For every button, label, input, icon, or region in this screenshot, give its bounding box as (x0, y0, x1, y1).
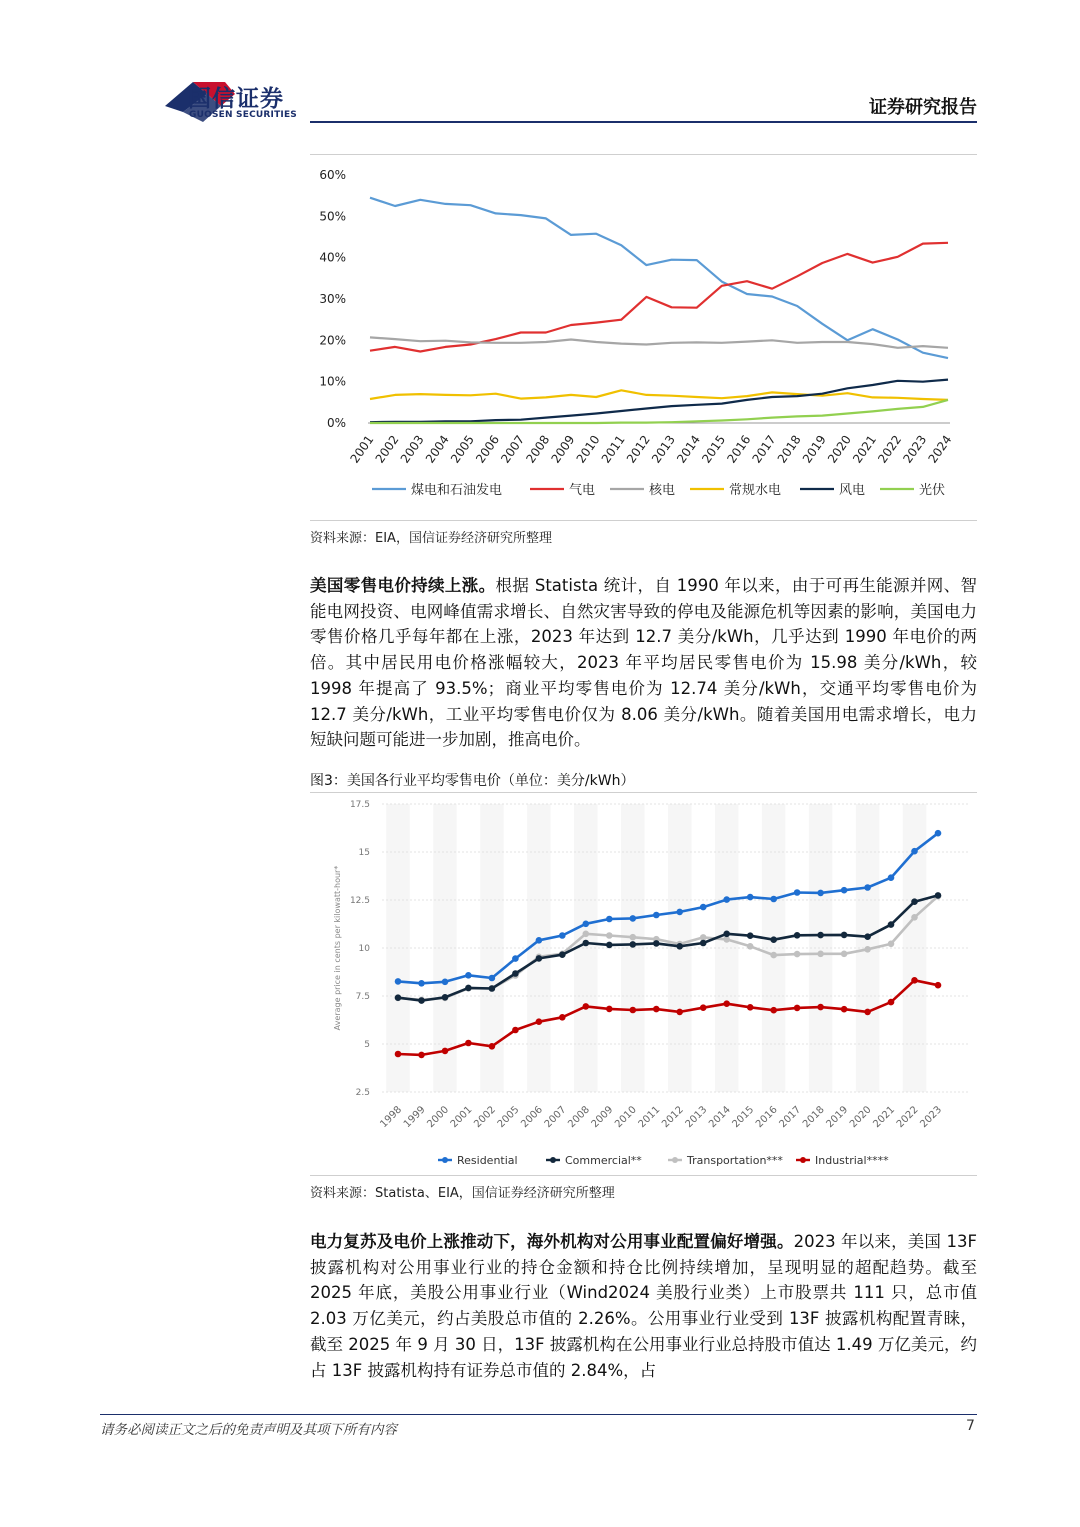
data-point (559, 951, 566, 958)
x-tick-label: 2005 (447, 432, 477, 466)
data-point (700, 940, 707, 947)
x-tick-label: 2014 (674, 432, 704, 466)
data-point (653, 912, 660, 919)
data-point (442, 1048, 449, 1055)
legend-label: 气电 (569, 483, 596, 498)
data-point (489, 985, 496, 992)
data-point (888, 874, 895, 881)
y-tick-label: 10 (358, 944, 370, 954)
x-tick-label: 1999 (401, 1104, 428, 1131)
data-point (395, 978, 402, 985)
x-tick-label: 2015 (730, 1104, 757, 1131)
data-point (583, 921, 590, 928)
footer-divider (100, 1414, 977, 1415)
data-point (606, 932, 613, 939)
x-tick-label: 2022 (875, 432, 905, 466)
data-point (676, 909, 683, 916)
x-tick-label: 2013 (683, 1104, 710, 1131)
x-tick-label: 2001 (347, 432, 377, 466)
series-line (370, 380, 948, 423)
x-tick-label: 2017 (777, 1104, 804, 1131)
data-point (841, 887, 848, 894)
generation-mix-line-chart (310, 160, 977, 515)
legend-marker (672, 1157, 678, 1163)
y-tick-label: 5 (364, 1040, 370, 1050)
data-point (630, 915, 637, 922)
x-tick-label: 2001 (448, 1104, 475, 1131)
x-tick-label: 2002 (472, 1104, 499, 1131)
x-tick-label: 2008 (566, 1104, 592, 1131)
x-tick-label: 2019 (799, 432, 829, 466)
data-point (559, 1014, 566, 1021)
x-tick-label: 2009 (589, 1104, 616, 1131)
data-point (395, 994, 402, 1001)
data-point (489, 975, 496, 982)
data-point (794, 1005, 801, 1012)
data-point (770, 952, 777, 959)
figure3-bottom-rule (310, 1175, 977, 1176)
x-tick-label: 2019 (824, 1104, 851, 1131)
data-point (536, 1018, 543, 1025)
data-point (747, 932, 754, 939)
x-tick-label: 2006 (473, 432, 503, 466)
data-point (512, 1027, 519, 1034)
document-type: 证券研究报告 (869, 97, 977, 118)
data-point (512, 955, 519, 962)
data-point (935, 892, 942, 899)
data-point (418, 1052, 425, 1059)
x-tick-label: 2018 (774, 432, 804, 466)
data-point (935, 830, 942, 837)
x-tick-label: 2010 (573, 432, 603, 466)
company-name-cn: 国信证券 (188, 86, 284, 112)
legend-label: Industrial**** (815, 1154, 889, 1167)
paragraph-utilities-allocation (310, 1229, 977, 1383)
data-point (723, 896, 730, 903)
x-tick-label: 2011 (598, 432, 628, 466)
y-tick-label: 20% (319, 333, 346, 348)
data-point (676, 943, 683, 950)
data-point (700, 1004, 707, 1011)
paragraph-lead: 美国零售电价持续上涨。 (310, 576, 496, 595)
figure2-top-rule (310, 154, 977, 155)
y-tick-label: 50% (319, 209, 346, 224)
data-point (395, 1051, 402, 1058)
header-divider (310, 121, 977, 123)
y-tick-label: 10% (319, 374, 346, 389)
y-tick-label: 40% (319, 250, 346, 265)
x-tick-label: 2009 (548, 432, 578, 466)
data-point (606, 916, 613, 923)
data-point (723, 1000, 730, 1007)
paragraph-body: 2023 年以来，美国 13F 披露机构对公用事业行业的持仓金额和持仓比例持续增加，呈现明显的超配趋势。截至 2025 年底，美股公用事业行业（Wind2024 美股行业类）上市股票共 111 只，总市值 2.03 万亿美元，约占美股总市值的 2.26%。公用事业行业受到 13F 披露机构配置青睐，截至 2025 年 9 月 30 日，13F 披露机构在公用事业行业总持股市值达 1.49 万亿美元，约占 13F 披露机构持有证券总市值的 2.84%，占 (310, 1232, 978, 1380)
x-tick-label: 2005 (495, 1104, 522, 1131)
data-point (888, 941, 895, 948)
x-tick-label: 2012 (623, 432, 653, 466)
data-point (747, 1004, 754, 1011)
figure3-title: 图3：美国各行业平均零售电价（单位：美分/kWh） (310, 773, 635, 789)
data-point (794, 932, 801, 939)
x-tick-label: 2000 (425, 1104, 452, 1131)
x-tick-label: 2017 (749, 432, 779, 466)
background-band (621, 804, 644, 1092)
data-point (442, 994, 449, 1001)
data-point (489, 1043, 496, 1050)
company-name-en: GUOSEN SECURITIES (189, 110, 297, 120)
y-axis-label: Average price in cents per kilowatt-hour* (333, 865, 342, 1031)
y-tick-label: 60% (319, 168, 346, 182)
data-point (770, 936, 777, 943)
series-line (370, 390, 948, 400)
data-point (864, 1009, 871, 1016)
series-line (370, 400, 948, 423)
x-tick-label: 2011 (636, 1104, 663, 1131)
data-point (770, 1007, 777, 1014)
data-point (911, 977, 918, 984)
x-tick-label: 2018 (800, 1104, 827, 1131)
data-point (770, 896, 777, 903)
data-point (794, 951, 801, 958)
data-point (465, 985, 472, 992)
series-line (370, 198, 948, 358)
data-point (465, 1040, 472, 1047)
data-point (864, 884, 871, 891)
x-tick-label: 2008 (523, 432, 553, 466)
y-tick-label: 2.5 (355, 1088, 370, 1098)
data-point (911, 898, 918, 905)
x-tick-label: 2020 (824, 432, 854, 466)
data-point (418, 997, 425, 1004)
x-tick-label: 2023 (918, 1104, 945, 1131)
legend-marker (550, 1157, 556, 1163)
x-tick-label: 2003 (397, 432, 427, 466)
data-point (864, 933, 871, 940)
figure2-bottom-rule (310, 520, 977, 521)
background-band (809, 804, 832, 1092)
x-tick-label: 2013 (649, 432, 679, 466)
data-point (583, 1003, 590, 1010)
paragraph-retail-prices (310, 573, 977, 753)
x-tick-label: 2006 (519, 1104, 545, 1131)
x-tick-label: 2007 (498, 432, 528, 466)
data-point (630, 1007, 637, 1014)
y-tick-label: 30% (319, 292, 346, 306)
x-tick-label: 2007 (542, 1104, 569, 1131)
background-band (762, 804, 785, 1092)
y-tick-label: 15 (358, 848, 370, 858)
figure3-source: 资料来源：Statista、EIA，国信证券经济研究所整理 (310, 1186, 615, 1201)
figure3-top-rule (310, 792, 977, 793)
data-point (911, 914, 918, 921)
data-point (418, 980, 425, 987)
data-point (676, 1009, 683, 1016)
x-tick-label: 2012 (660, 1104, 686, 1131)
y-tick-label: 0% (326, 416, 346, 430)
data-point (747, 943, 754, 950)
data-point (653, 940, 660, 947)
paragraph-body: 根据 Statista 统计，自 1990 年以来，由于可再生能源并网、智能电网投资、电网峰值需求增长、自然灾害导致的停电及能源危机等因素的影响，美国电力零售价格几乎每年都在上涨，2023 年达到 12.7 美分/kWh，几乎达到 1990 年电价的两倍。其中居民用电价格涨幅较大，2023 年平均居民零售电价为 15.98 美分/kWh，较 1998 年提高了 93.5%；商业平均零售电价为 12.74 美分/kWh，交通平均零售电价为 12.7 美分/kWh，工业平均零售电价仅为 8.06 美分/kWh。随着美国用电需求增长，电力短缺问题可能进一步加剧，推高电价。 (310, 576, 978, 750)
legend-marker (800, 1157, 806, 1163)
retail-price-line-chart (310, 795, 977, 1175)
data-point (935, 982, 942, 989)
data-point (794, 889, 801, 896)
legend-label: Commercial** (565, 1154, 642, 1167)
legend-label: 光伏 (919, 483, 946, 498)
legend-label: 常规水电 (729, 483, 782, 498)
page-number: 7 (966, 1418, 975, 1434)
x-tick-label: 2002 (372, 432, 402, 466)
data-point (723, 931, 730, 938)
x-tick-label: 2015 (699, 432, 729, 466)
data-point (817, 890, 824, 897)
legend-label: Transportation*** (687, 1154, 783, 1167)
data-point (630, 934, 637, 941)
data-point (559, 932, 566, 939)
data-point (841, 1006, 848, 1013)
data-point (583, 940, 590, 947)
data-point (583, 931, 590, 938)
legend-label: 煤电和石油发电 (411, 483, 503, 498)
x-tick-label: 2014 (707, 1104, 733, 1131)
data-point (888, 921, 895, 928)
paragraph-lead: 电力复苏及电价上涨推动下，海外机构对公用事业配置偏好增强。 (310, 1232, 794, 1251)
x-tick-label: 2016 (753, 1104, 780, 1131)
x-tick-label: 2020 (847, 1104, 874, 1131)
y-tick-label: 17.5 (349, 800, 370, 810)
data-point (700, 904, 707, 911)
footer-disclaimer: 请务必阅读正文之后的免责声明及其项下所有内容 (100, 1422, 397, 1438)
data-point (442, 979, 449, 986)
x-tick-label: 2016 (724, 432, 754, 466)
data-point (911, 848, 918, 855)
y-tick-label: 7.5 (355, 992, 370, 1002)
data-point (888, 999, 895, 1006)
x-tick-label: 2023 (900, 432, 930, 466)
x-tick-label: 2021 (850, 432, 880, 466)
data-point (465, 972, 472, 979)
data-point (512, 970, 519, 977)
x-tick-label: 1998 (378, 1104, 405, 1131)
data-point (864, 946, 871, 953)
data-point (747, 894, 754, 901)
x-tick-label: 2021 (871, 1104, 898, 1131)
data-point (817, 1004, 824, 1011)
y-tick-label: 12.5 (349, 896, 370, 906)
data-point (653, 1006, 660, 1013)
data-point (630, 941, 637, 948)
data-point (536, 955, 543, 962)
data-point (841, 951, 848, 958)
data-point (606, 1006, 613, 1013)
x-tick-label: 2010 (613, 1104, 639, 1131)
legend-label: 核电 (649, 483, 676, 498)
x-tick-label: 2024 (925, 432, 955, 466)
legend-label: 风电 (839, 483, 866, 498)
data-point (536, 937, 543, 944)
data-point (841, 932, 848, 939)
figure2-source: 资料来源：EIA，国信证券经济研究所整理 (310, 531, 552, 546)
data-point (606, 942, 613, 949)
data-point (817, 932, 824, 939)
legend-marker (442, 1157, 448, 1163)
data-point (817, 951, 824, 958)
x-tick-label: 2004 (422, 432, 452, 466)
x-tick-label: 2022 (894, 1104, 921, 1131)
legend-label: Residential (457, 1154, 518, 1167)
